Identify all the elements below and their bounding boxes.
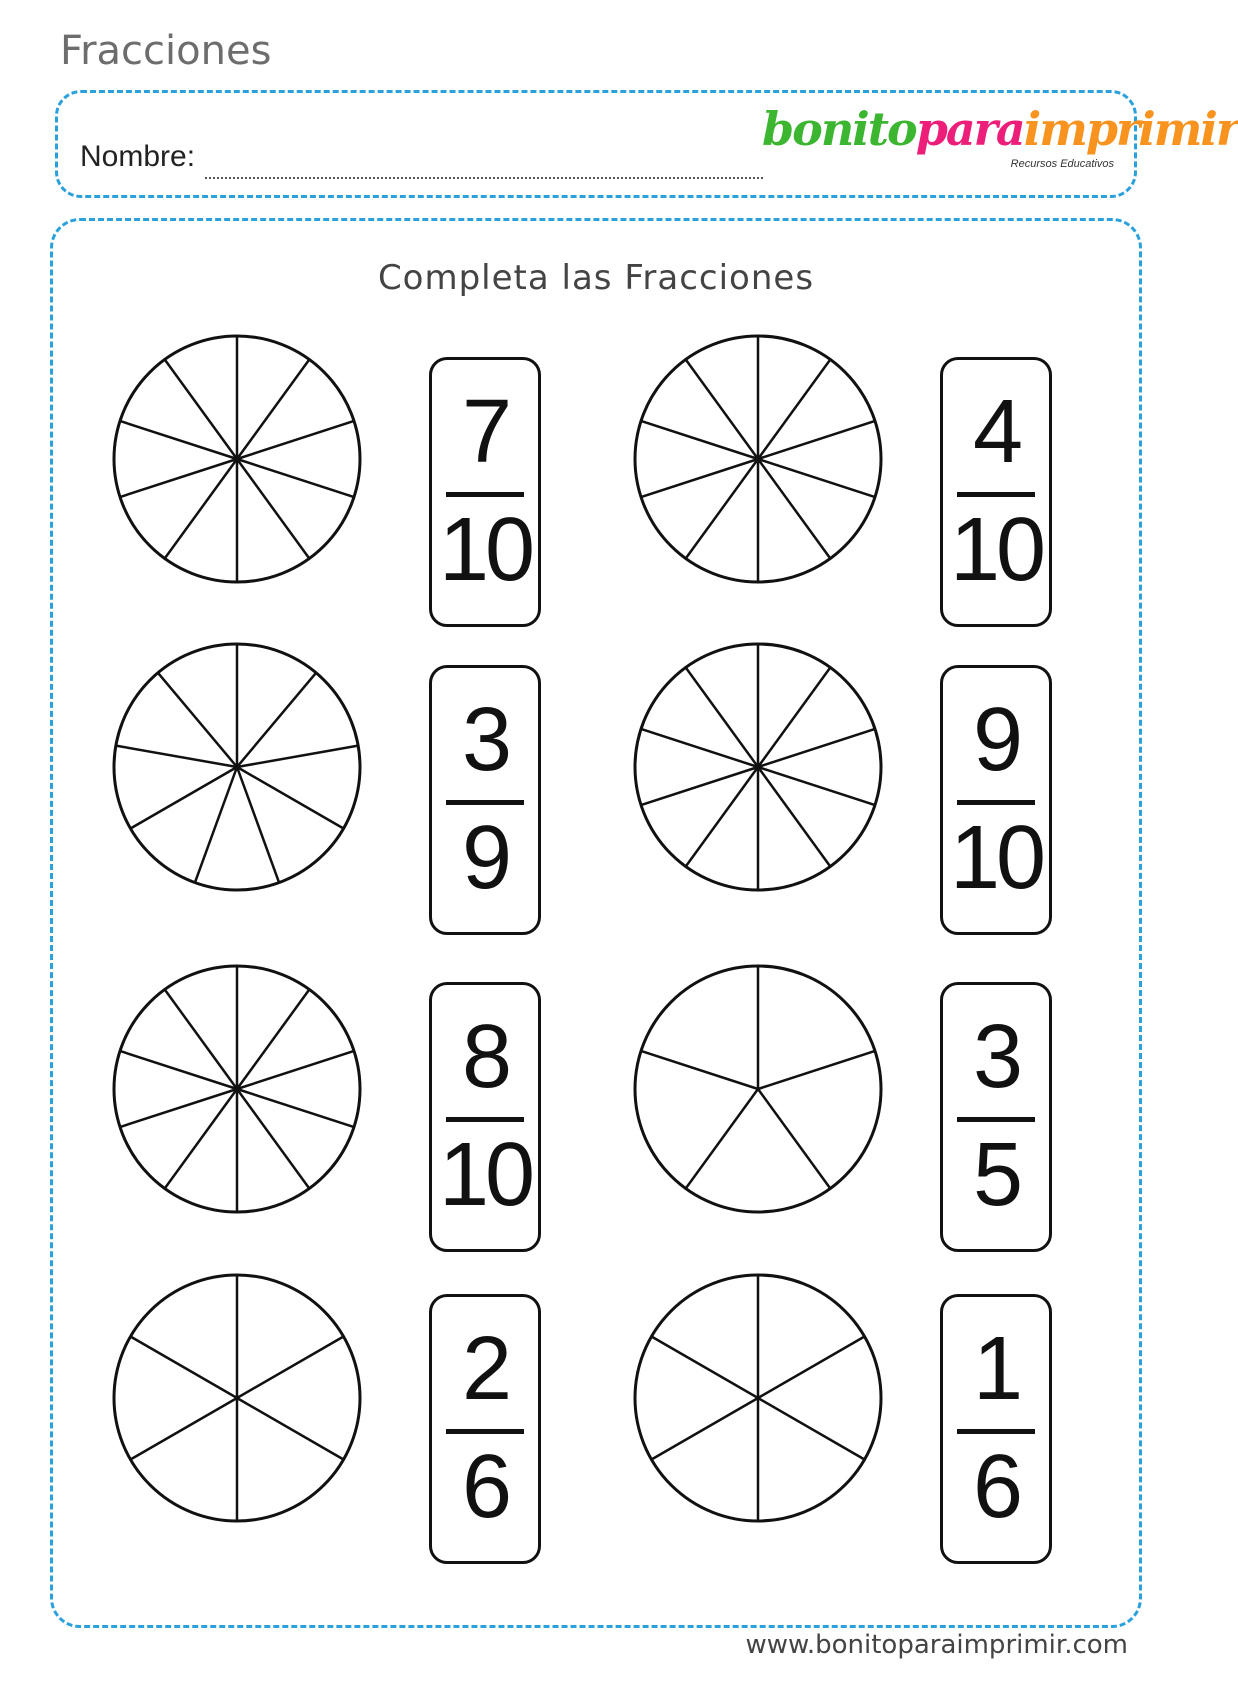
- slice-divider: [120, 1051, 237, 1089]
- fraction-numerator: 7: [461, 382, 509, 482]
- slice-divider: [195, 767, 237, 883]
- slice-divider: [237, 746, 358, 767]
- fraction-card: [429, 982, 541, 1252]
- slice-divider: [641, 459, 758, 497]
- slice-divider: [686, 767, 758, 867]
- fraction-bar: [446, 1117, 524, 1122]
- footer-url[interactable]: www.bonitoparaimprimir.com: [745, 1630, 1128, 1660]
- slice-divider: [237, 421, 354, 459]
- fraction-bar: [957, 1429, 1035, 1434]
- fraction-numerator: 8: [461, 1007, 509, 1107]
- brand-logo: [762, 102, 1238, 174]
- fraction-circle[interactable]: [111, 641, 363, 893]
- slice-divider: [758, 1337, 865, 1399]
- fraction-denominator: 9: [461, 808, 509, 908]
- slice-divider: [758, 767, 875, 805]
- slice-divider: [120, 421, 237, 459]
- slice-divider: [165, 989, 237, 1089]
- fraction-bar: [446, 800, 524, 805]
- fraction-denominator: 6: [972, 1437, 1020, 1537]
- slice-divider: [758, 1051, 875, 1089]
- fraction-numerator: 2: [461, 1319, 509, 1419]
- fraction-denominator: 5: [972, 1125, 1020, 1225]
- slice-divider: [651, 1337, 758, 1399]
- slice-divider: [237, 1051, 354, 1089]
- slice-divider: [165, 1089, 237, 1189]
- slice-divider: [758, 767, 830, 867]
- fraction-denominator: 10: [438, 500, 532, 600]
- fraction-circle[interactable]: [111, 1272, 363, 1524]
- slice-divider: [758, 1398, 865, 1460]
- fraction-card: [940, 665, 1052, 935]
- fraction-card: [429, 665, 541, 935]
- logo-part-imprimir: imprimir: [1023, 102, 1238, 156]
- fraction-numerator: 1: [972, 1319, 1020, 1419]
- slice-divider: [758, 667, 830, 767]
- slice-divider: [758, 1089, 830, 1189]
- slice-divider: [641, 767, 758, 805]
- fraction-card: [429, 357, 541, 627]
- slice-divider: [686, 1089, 758, 1189]
- slice-divider: [116, 746, 237, 767]
- fraction-bar: [446, 492, 524, 497]
- fraction-circle[interactable]: [632, 963, 884, 1215]
- slice-divider: [237, 1089, 354, 1127]
- fraction-circle[interactable]: [632, 1272, 884, 1524]
- fraction-card: [940, 1294, 1052, 1564]
- fraction-bar: [957, 800, 1035, 805]
- slice-divider: [651, 1398, 758, 1460]
- fraction-denominator: 6: [461, 1437, 509, 1537]
- slice-divider: [758, 459, 875, 497]
- fraction-circle[interactable]: [111, 963, 363, 1215]
- slice-divider: [237, 767, 279, 883]
- slice-divider: [641, 421, 758, 459]
- fraction-numerator: 4: [972, 382, 1020, 482]
- fraction-circle[interactable]: [111, 333, 363, 585]
- fraction-circle[interactable]: [632, 641, 884, 893]
- name-label: Nombre:: [80, 140, 196, 173]
- slice-divider: [237, 1337, 344, 1399]
- slice-divider: [237, 673, 316, 767]
- logo-part-para: para: [915, 102, 1024, 156]
- slice-divider: [641, 1051, 758, 1089]
- slice-divider: [758, 421, 875, 459]
- slice-divider: [237, 459, 354, 497]
- page-title: Fracciones: [60, 28, 272, 74]
- logo-tagline: Recursos Educativos: [1010, 158, 1114, 170]
- slice-divider: [237, 1398, 344, 1460]
- slice-divider: [237, 359, 309, 459]
- fraction-bar: [957, 1117, 1035, 1122]
- logo-part-bonito: bonito: [762, 102, 916, 156]
- slice-divider: [237, 459, 309, 559]
- slice-divider: [120, 459, 237, 497]
- name-field[interactable]: [205, 177, 763, 179]
- slice-divider: [686, 359, 758, 459]
- slice-divider: [165, 359, 237, 459]
- slice-divider: [758, 459, 830, 559]
- fraction-numerator: 3: [972, 1007, 1020, 1107]
- slice-divider: [686, 459, 758, 559]
- slice-divider: [237, 767, 344, 829]
- fraction-denominator: 10: [949, 500, 1043, 600]
- slice-divider: [130, 1398, 237, 1460]
- logo-wordmark: [762, 102, 1238, 156]
- fraction-card: [940, 357, 1052, 627]
- fraction-numerator: 9: [972, 690, 1020, 790]
- fraction-card: [429, 1294, 541, 1564]
- slice-divider: [130, 1337, 237, 1399]
- slice-divider: [165, 459, 237, 559]
- slice-divider: [130, 767, 237, 829]
- fraction-denominator: 10: [949, 808, 1043, 908]
- slice-divider: [758, 729, 875, 767]
- worksheet-subtitle: Completa las Fracciones: [377, 258, 815, 298]
- fraction-circle[interactable]: [632, 333, 884, 585]
- slice-divider: [120, 1089, 237, 1127]
- fraction-numerator: 3: [461, 690, 509, 790]
- slice-divider: [237, 989, 309, 1089]
- slice-divider: [686, 667, 758, 767]
- fraction-bar: [446, 1429, 524, 1434]
- fraction-denominator: 10: [438, 1125, 532, 1225]
- slice-divider: [758, 359, 830, 459]
- slice-divider: [641, 729, 758, 767]
- fraction-card: [940, 982, 1052, 1252]
- fraction-bar: [957, 492, 1035, 497]
- slice-divider: [158, 673, 237, 767]
- slice-divider: [237, 1089, 309, 1189]
